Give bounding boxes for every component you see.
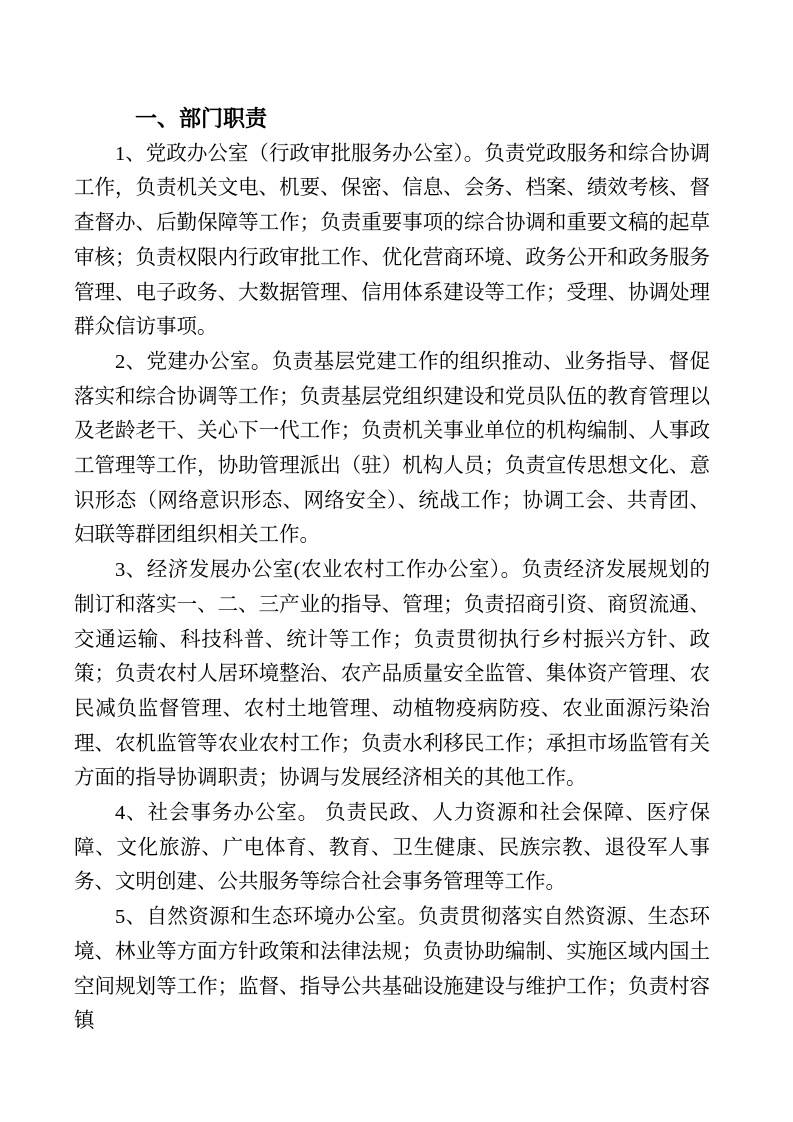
paragraph-shehui-shiwu-office: 4、社会事务办公室。 负责民政、人力资源和社会保障、医疗保障、文化旅游、广电体育、教育、卫生健康、民族宗教、退役军人事务、文明创建、公共服务等综合社会事务管理等工作。 xyxy=(74,802,710,894)
paragraph-dangzheng-office: 1、党政办公室（行政审批服务办公室）。负责党政服务和综合协调工作，负责机关文电、机要、保密、信息、会务、档案、绩效考核、督查督办、后勤保障等工作；负责重要事项的综合协调和重要文稿的起草审核；负责权限内行政审批工作、优化营商环境、政务公开和政务服务管理、电子政务、大数据管理、信用体系建设等工作；受理、协调处理群众信访事项。 xyxy=(74,142,710,339)
paragraph-ziran-ziyuan-office: 5、自然资源和生态环境办公室。负责贯彻落实自然资源、生态环境、林业等方面方针政策和法律法规；负责协助编制、实施区域内国土空间规划等工作；监督、指导公共基础设施建设与维护工作；负责村容镇 xyxy=(74,906,710,1033)
paragraph-dangjian-office: 2、党建办公室。负责基层党建工作的组织推动、业务指导、督促落实和综合协调等工作；负责基层党组织建设和党员队伍的教育管理以及老龄老干、关心下一代工作；负责机关事业单位的机构编制、人事政工管理等工作，协助管理派出（驻）机构人员；负责宣传思想文化、意识形态（网络意识形态、网络安全）、统战工作；协调工会、共青团、妇联等群团组织相关工作。 xyxy=(74,350,710,547)
paragraph-jingji-fazhan-office: 3、经济发展办公室(农业农村工作办公室）。负责经济发展规划的制订和落实一、二、三产业的指导、管理；负责招商引资、商贸流通、交通运输、科技科普、统计等工作；负责贯彻执行乡村振兴方针、政策；负责农村人居环境整治、农产品质量安全监管、集体资产管理、农民减负监督管理、农村土地管理、动植物疫病防疫、农业面源污染治理、农机监管等农业农村工作；负责水利移民工作；承担市场监管有关方面的指导协调职责；协调与发展经济相关的其他工作。 xyxy=(74,559,710,790)
section-heading: 一、部门职责 xyxy=(135,106,268,131)
